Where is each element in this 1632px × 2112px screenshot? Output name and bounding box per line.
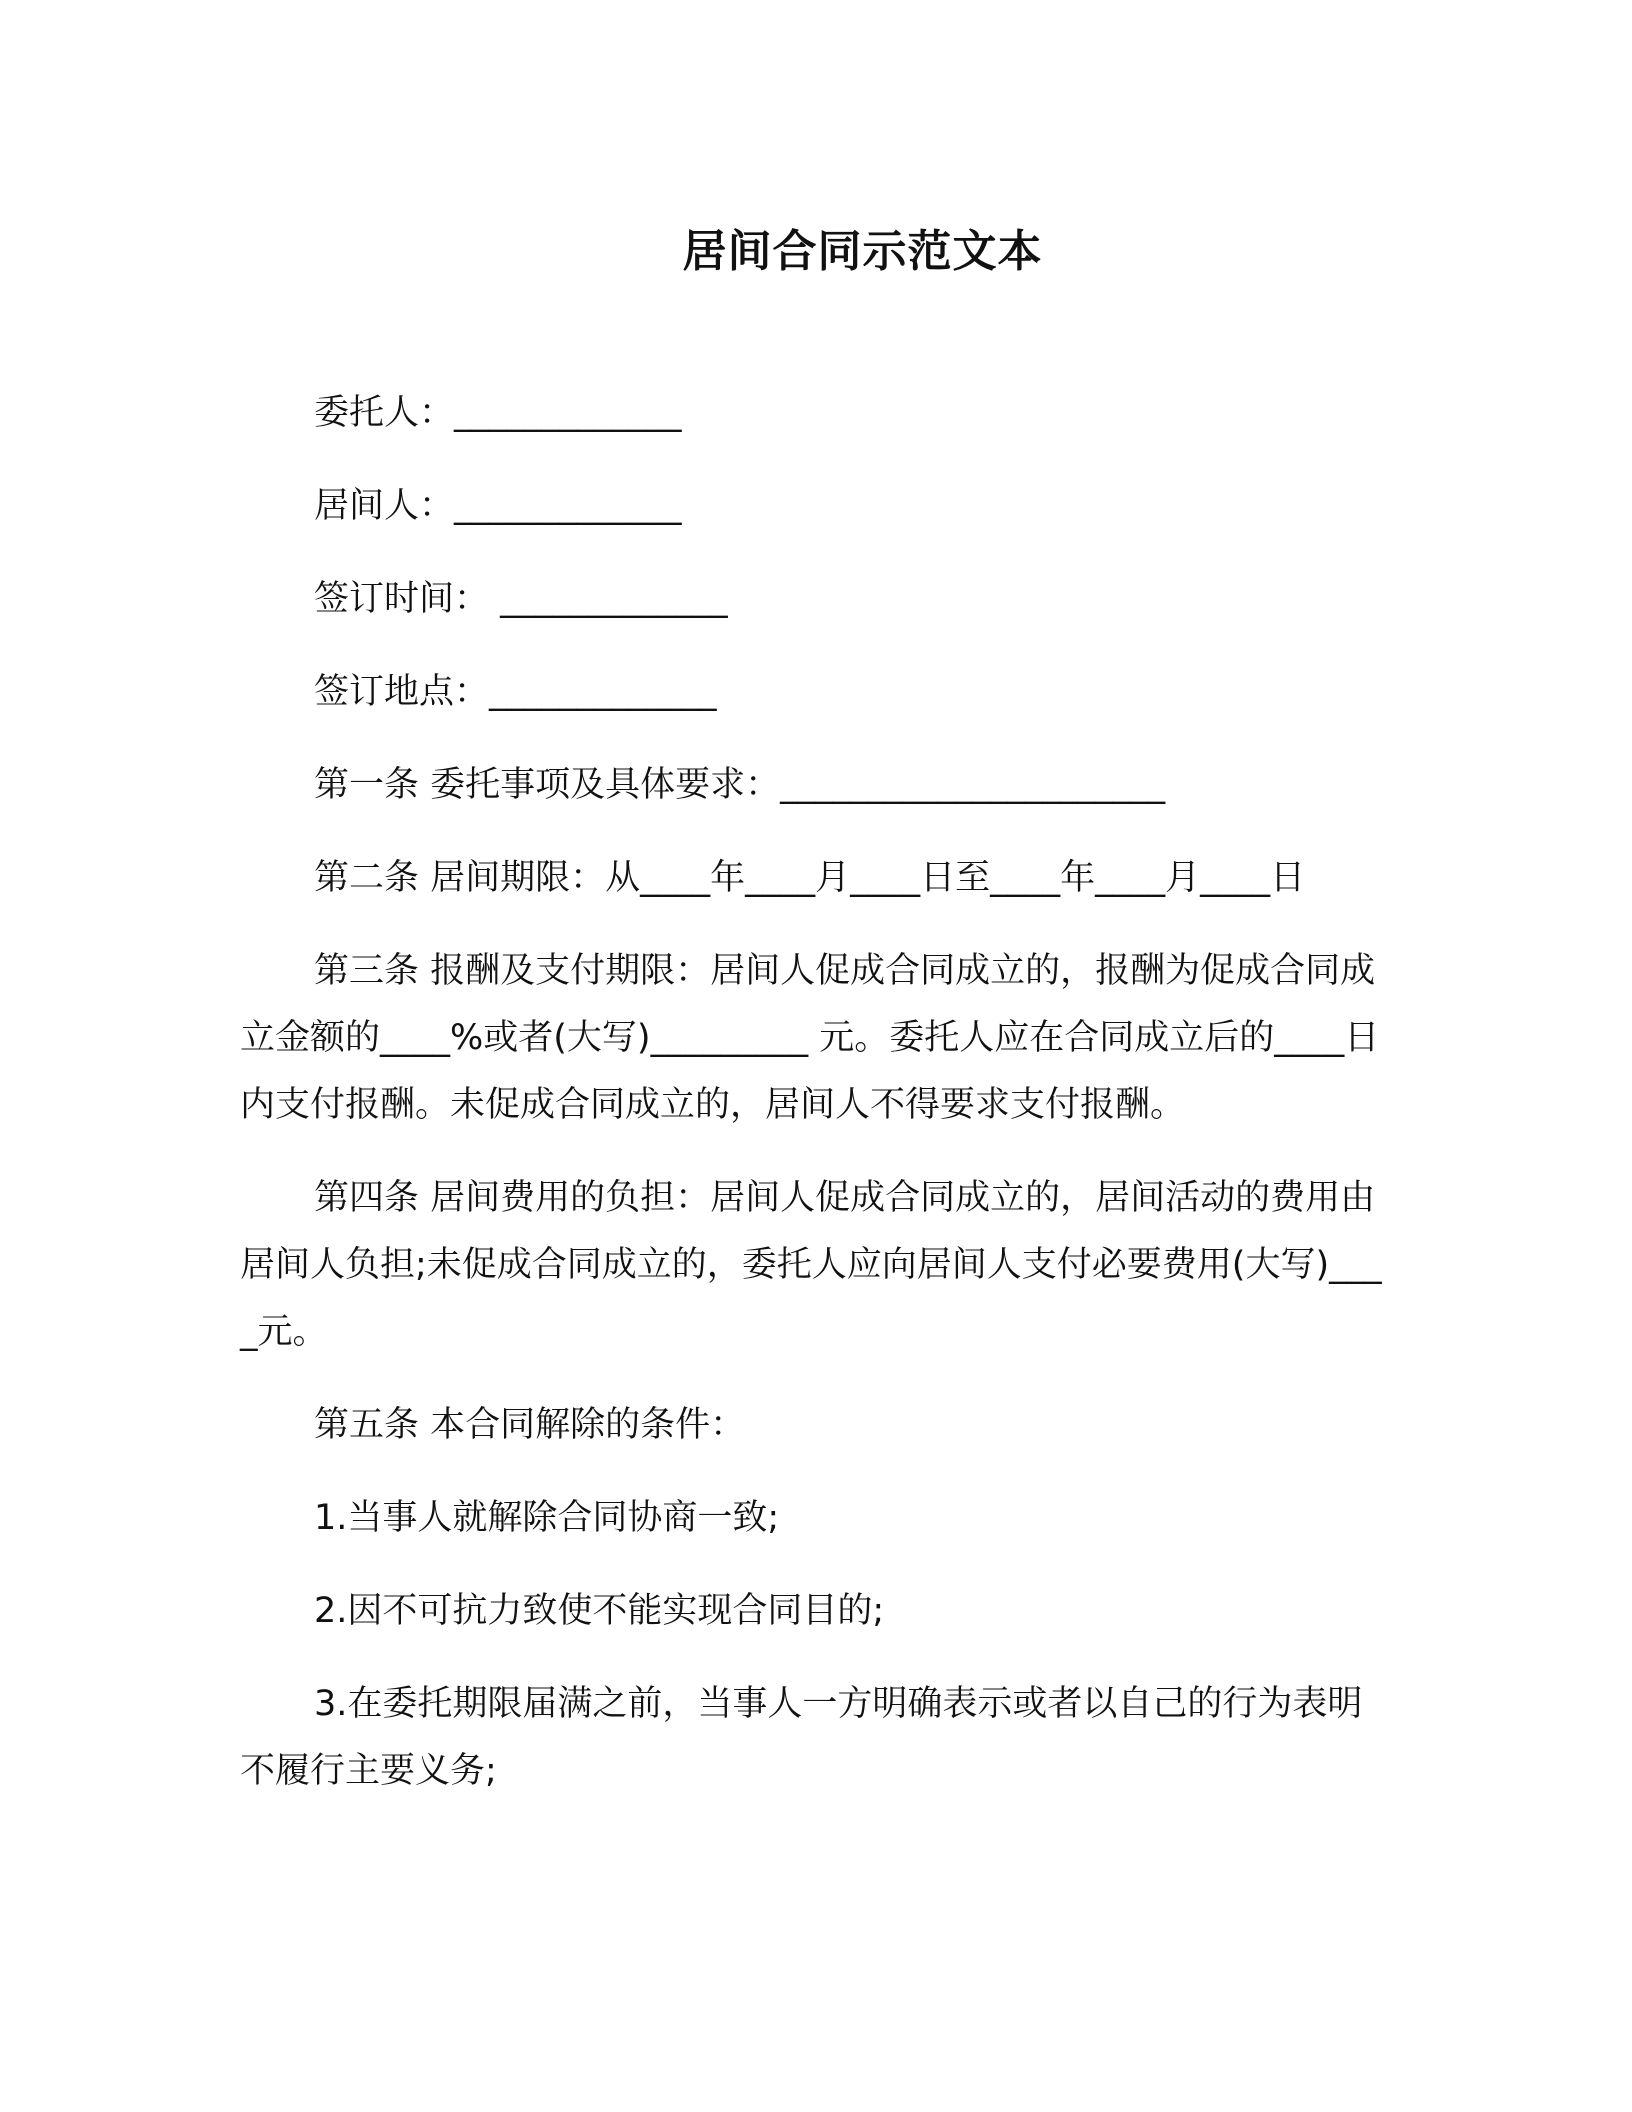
article-5-item-3: 3.在委托期限届满之前，当事人一方明确表示或者以自己的行为表明不履行主要义务; xyxy=(240,1684,1363,1791)
article-5-item-1: 1.当事人就解除合同协商一致; xyxy=(314,1498,780,1538)
field-client: 委托人：_____________ xyxy=(314,393,682,433)
field-signing-time: 签订时间： _____________ xyxy=(314,579,728,619)
article-5-item-2: 2.因不可抗力致使不能实现合同目的; xyxy=(314,1591,885,1631)
field-signing-place: 签订地点：_____________ xyxy=(314,672,717,712)
document-body xyxy=(240,380,1390,1831)
article-4: 第四条 居间费用的负担：居间人促成合同成立的，居间活动的费用由居间人负担;未促成合同成立的，委托人应向居间人支付必要费用(大写)____元。 xyxy=(240,1178,1382,1352)
document-title: 居间合同示范文本 xyxy=(682,226,1043,277)
article-5: 第五条 本合同解除的条件： xyxy=(314,1405,746,1445)
article-1: 第一条 委托事项及具体要求：______________________ xyxy=(314,765,1166,805)
article-3: 第三条 报酬及支付期限：居间人促成合同成立的，报酬为促成合同成立金额的____%或者(大写)_________ 元。委托人应在合同成立后的____日内支付报酬。未促成合同成立的，居间人不得要求支付报酬。 xyxy=(240,951,1380,1125)
article-2: 第二条 居间期限：从____年____月____日至____年____月____日 xyxy=(314,858,1306,898)
field-intermediary: 居间人：_____________ xyxy=(314,486,682,526)
